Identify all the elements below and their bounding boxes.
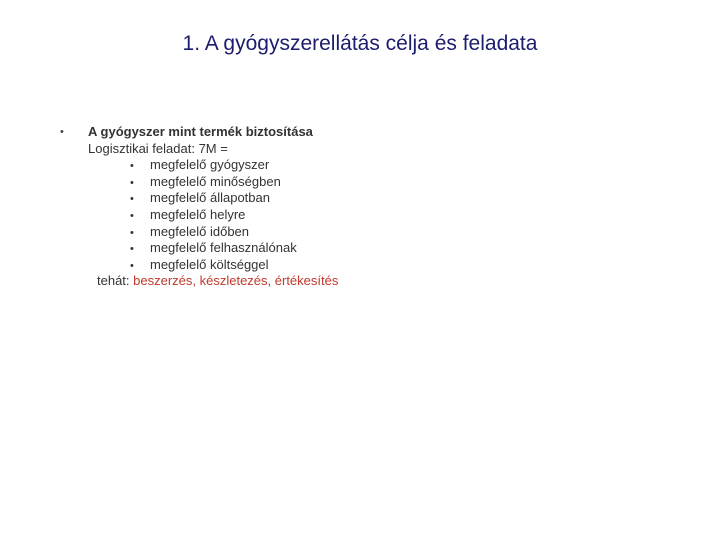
list-item-text: megfelelő helyre [150, 206, 246, 222]
list-item [130, 174, 297, 191]
list-item [130, 240, 297, 257]
list-item-text: megfelelő költséggel [150, 256, 269, 272]
logistics-line: Logisztikai feladat: 7M = [88, 140, 228, 156]
summary-highlight: beszerzés, készletezés, értékesítés [133, 273, 339, 289]
list-item [130, 224, 297, 241]
requirements-list [130, 157, 297, 273]
list-item [130, 157, 297, 174]
list-item-text: megfelelő felhasználónak [150, 240, 297, 256]
slide-title: 1. A gyógyszerellátás célja és feladata [182, 32, 538, 55]
main-bullet: • [60, 126, 64, 138]
list-item [130, 190, 297, 207]
list-bullet: • [130, 243, 134, 256]
list-item [130, 257, 297, 274]
list-item-text: megfelelő gyógyszer [150, 157, 270, 173]
list-item-text: megfelelő időben [150, 223, 250, 239]
section-heading: A gyógyszer mint termék biztosítása [88, 124, 313, 139]
list-bullet: • [130, 176, 134, 189]
list-item-text: megfelelő állapotban [150, 190, 270, 206]
list-bullet: • [130, 209, 134, 222]
summary-prefix: tehát: [97, 273, 134, 289]
list-item-text: megfelelő minőségben [150, 173, 281, 189]
summary-line [97, 273, 338, 290]
list-item [130, 207, 297, 224]
list-bullet: • [130, 193, 134, 206]
list-bullet: • [130, 226, 134, 239]
list-bullet: • [130, 160, 134, 173]
list-bullet: • [130, 259, 134, 272]
